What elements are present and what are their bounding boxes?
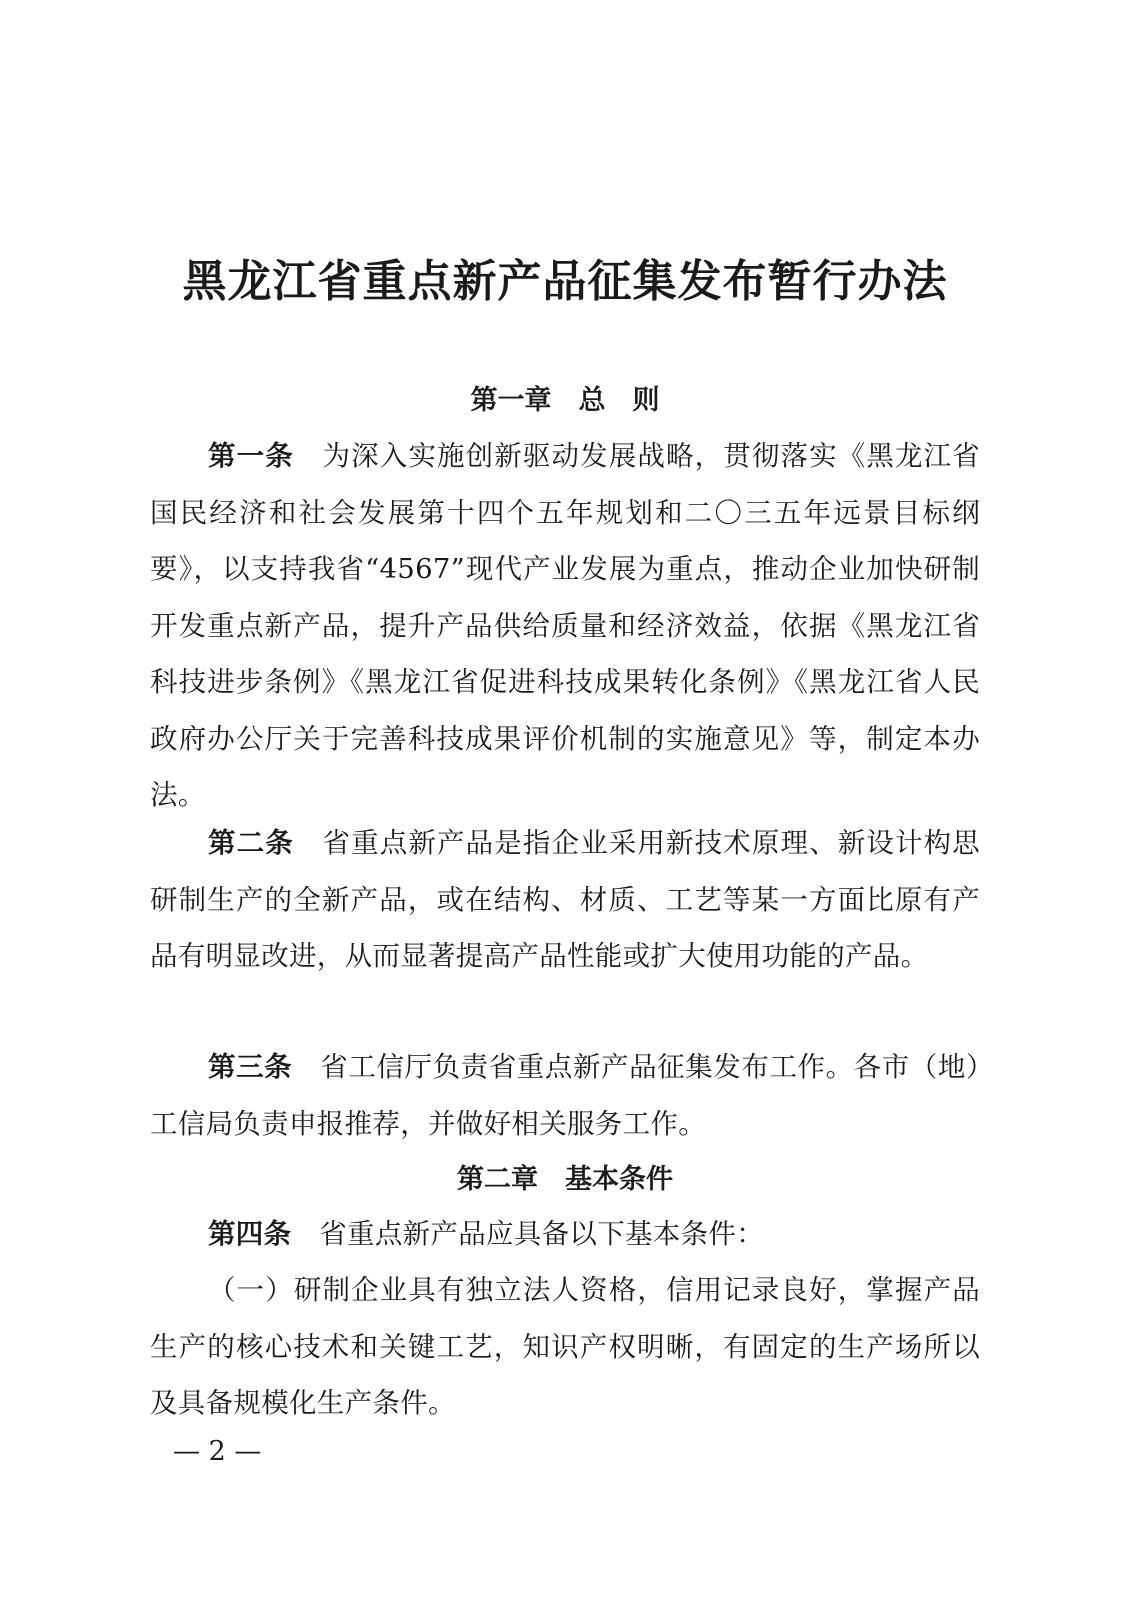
article-3: [150, 1039, 980, 1152]
article-2-text: 省重点新产品是指企业采用新技术原理、新设计构思研制生产的全新产品，或在结构、材质、工艺等某一方面比原有产品有明显改进，从而显著提高产品性能或扩大使用功能的产品。: [150, 827, 980, 972]
chapter-heading-2: 第二章 基本条件: [457, 1164, 673, 1195]
article-4-text: 省重点新产品应具备以下基本条件：: [319, 1218, 765, 1250]
page-number: — 2 —: [173, 1436, 262, 1467]
article-4-label: 第四条: [208, 1218, 292, 1250]
document-title: 黑龙江省重点新产品征集发布暂行办法: [182, 256, 948, 307]
article-3-label: 第三条: [208, 1051, 293, 1083]
article-1-text: 为深入实施创新驱动发展战略，贯彻落实《黑龙江省国民经济和社会发展第十四个五年规划和二〇三五年远景目标纲要》，以支持我省“4567”现代产业发展为重点，推动企业加快研制开发重点新产品，提升产品供给质量和经济效益，依据《黑龙江省科技进步条例》《黑龙江省促进科技成果转化条例》《黑龙江省人民政府办公厅关于完善科技成果评价机制的实施意见》等，制定本办法。: [150, 440, 980, 811]
article-1-label: 第一条: [208, 440, 294, 472]
article-1: [150, 428, 980, 824]
article-2-label: 第二条: [208, 827, 294, 859]
chapter-heading-1: 第一章 总 则: [470, 385, 660, 416]
article-2: [150, 815, 980, 985]
article-4-item-1: （一）研制企业具有独立法人资格，信用记录良好，掌握产品生产的核心技术和关键工艺，知识产权明晰，有固定的生产场所以及具备规模化生产条件。: [150, 1274, 980, 1419]
article-3-text: 省工信厅负责省重点新产品征集发布工作。各市（地）工信局负责申报推荐，并做好相关服务工作。: [150, 1051, 980, 1140]
article-4: [150, 1206, 980, 1263]
